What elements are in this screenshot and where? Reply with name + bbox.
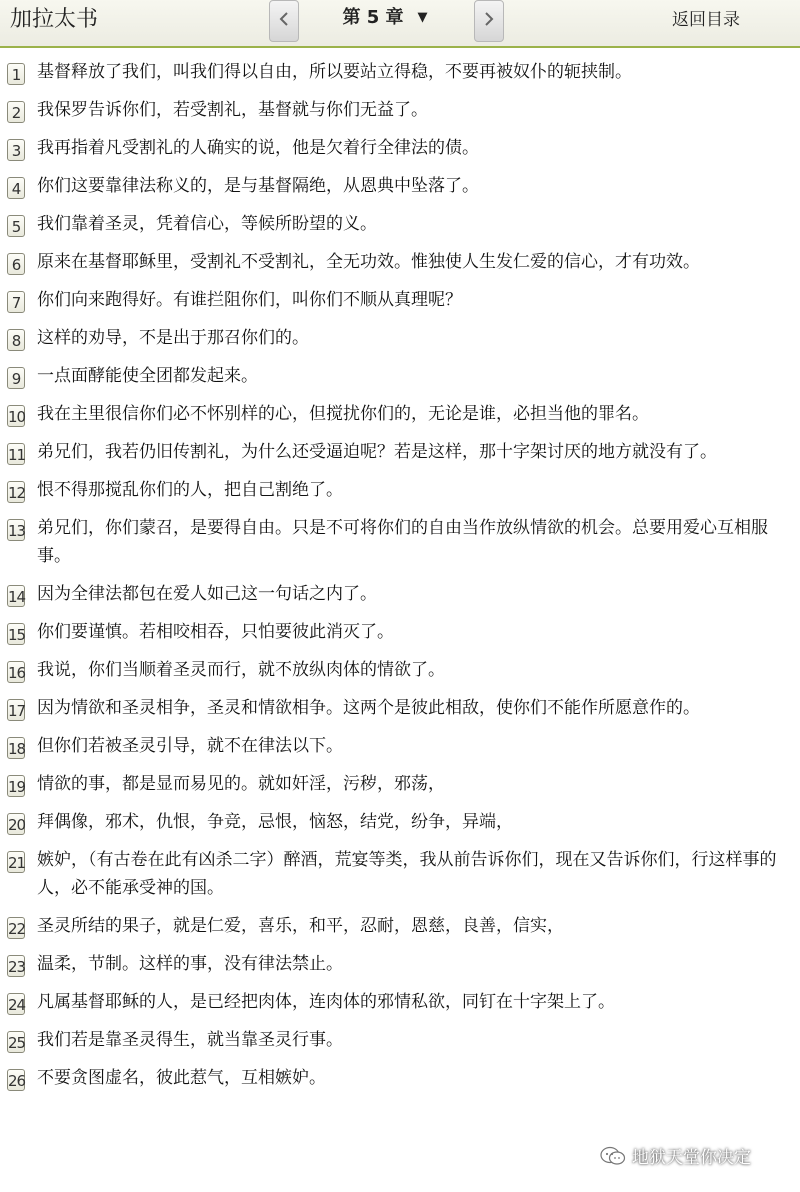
verse-row — [0, 912, 800, 940]
chapter-label: 第 5 章 — [342, 7, 404, 28]
verse-row — [0, 514, 800, 570]
verse-row — [0, 324, 800, 352]
verse-row — [0, 1026, 800, 1054]
verse-row — [0, 618, 800, 646]
verse-number-badge[interactable]: 9 — [7, 367, 25, 389]
verse-text: 你们这要靠律法称义的，是与基督隔绝，从恩典中坠落了。 — [37, 176, 479, 196]
verse-text: 一点面酵能使全团都发起来。 — [37, 366, 258, 386]
verse-number-badge[interactable]: 26 — [7, 1069, 25, 1091]
watermark — [600, 1144, 751, 1172]
verse-row — [0, 400, 800, 428]
chevron-right-icon — [484, 12, 494, 26]
wechat-icon — [600, 1146, 626, 1166]
verse-number-badge[interactable]: 23 — [7, 955, 25, 977]
top-navigation-bar — [0, 0, 800, 48]
verse-number-badge[interactable]: 18 — [7, 737, 25, 759]
watermark-text: 地狱天堂你决定 — [632, 1148, 751, 1168]
verse-text: 拜偶像，邪术，仇恨，争竞，忌恨，恼怒，结党，纷争，异端， — [37, 812, 513, 832]
verse-number-badge[interactable]: 7 — [7, 291, 25, 313]
verse-number-badge[interactable]: 22 — [7, 917, 25, 939]
verse-number-badge[interactable]: 13 — [7, 519, 25, 541]
verse-number-badge[interactable]: 25 — [7, 1031, 25, 1053]
verse-text: 我保罗告诉你们，若受割礼，基督就与你们无益了。 — [37, 100, 428, 120]
verse-row — [0, 210, 800, 238]
back-to-contents-link[interactable]: 返回目录 — [672, 10, 740, 30]
verse-number-badge[interactable]: 6 — [7, 253, 25, 275]
verse-row — [0, 808, 800, 836]
verse-number-badge[interactable]: 12 — [7, 481, 25, 503]
verse-number-badge[interactable]: 20 — [7, 813, 25, 835]
verse-row — [0, 286, 800, 314]
verse-row — [0, 362, 800, 390]
verse-text: 这样的劝导，不是出于那召你们的。 — [37, 328, 309, 348]
verse-number-badge[interactable]: 24 — [7, 993, 25, 1015]
verse-text: 因为情欲和圣灵相争，圣灵和情欲相争。这两个是彼此相敌，使你们不能作所愿意作的。 — [37, 698, 700, 718]
verse-number-badge[interactable]: 15 — [7, 623, 25, 645]
verse-text: 原来在基督耶稣里，受割礼不受割礼，全无功效。惟独使人生发仁爱的信心，才有功效。 — [37, 252, 700, 272]
verse-text: 恨不得那搅乱你们的人，把自己割绝了。 — [37, 480, 343, 500]
verse-row — [0, 656, 800, 684]
next-chapter-button[interactable] — [474, 0, 504, 42]
verse-list — [0, 58, 800, 1102]
verse-row — [0, 134, 800, 162]
verse-number-badge[interactable]: 10 — [7, 405, 25, 427]
chevron-down-icon: ▼ — [417, 10, 428, 25]
verse-text: 圣灵所结的果子，就是仁爱，喜乐，和平，忍耐，恩慈，良善，信实， — [37, 916, 564, 936]
verse-number-badge[interactable]: 17 — [7, 699, 25, 721]
verse-text: 不要贪图虚名，彼此惹气，互相嫉妒。 — [37, 1068, 326, 1088]
verse-number-badge[interactable]: 1 — [7, 63, 25, 85]
verse-number-badge[interactable]: 8 — [7, 329, 25, 351]
verse-number-badge[interactable]: 4 — [7, 177, 25, 199]
verse-text: 弟兄们，你们蒙召，是要得自由。只是不可将你们的自由当作放纵情欲的机会。总要用爱心互相服事。 — [37, 518, 768, 566]
verse-text: 我们若是靠圣灵得生，就当靠圣灵行事。 — [37, 1030, 343, 1050]
verse-row — [0, 770, 800, 798]
verse-text: 基督释放了我们，叫我们得以自由，所以要站立得稳，不要再被奴仆的轭挟制。 — [37, 62, 632, 82]
verse-number-badge[interactable]: 14 — [7, 585, 25, 607]
verse-text: 弟兄们，我若仍旧传割礼，为什么还受逼迫呢？若是这样，那十字架讨厌的地方就没有了。 — [37, 442, 717, 462]
verse-number-badge[interactable]: 19 — [7, 775, 25, 797]
verse-row — [0, 846, 800, 902]
book-title: 加拉太书 — [10, 7, 99, 32]
verse-text: 嫉妒，（有古卷在此有凶杀二字）醉酒，荒宴等类，我从前告诉你们，现在又告诉你们，行这样事的人，必不能承受神的国。 — [37, 850, 777, 898]
verse-row — [0, 580, 800, 608]
verse-row — [0, 172, 800, 200]
verse-text: 你们向来跑得好。有谁拦阻你们，叫你们不顺从真理呢？ — [37, 290, 462, 310]
verse-row — [0, 950, 800, 978]
verse-row — [0, 694, 800, 722]
verse-text: 情欲的事，都是显而易见的。就如奸淫，污秽，邪荡， — [37, 774, 445, 794]
previous-chapter-button[interactable] — [269, 0, 299, 42]
verse-text: 我们靠着圣灵，凭着信心，等候所盼望的义。 — [37, 214, 377, 234]
verse-number-badge[interactable]: 21 — [7, 851, 25, 873]
verse-row — [0, 1064, 800, 1092]
verse-text: 我再指着凡受割礼的人确实的说，他是欠着行全律法的债。 — [37, 138, 479, 158]
chevron-left-icon — [279, 12, 289, 26]
verse-row — [0, 96, 800, 124]
verse-row — [0, 438, 800, 466]
verse-text: 我说，你们当顺着圣灵而行，就不放纵肉体的情欲了。 — [37, 660, 445, 680]
verse-row — [0, 248, 800, 276]
verse-row — [0, 732, 800, 760]
verse-number-badge[interactable]: 2 — [7, 101, 25, 123]
verse-text: 我在主里很信你们必不怀别样的心，但搅扰你们的，无论是谁，必担当他的罪名。 — [37, 404, 649, 424]
verse-text: 你们要谨慎。若相咬相吞，只怕要彼此消灭了。 — [37, 622, 394, 642]
verse-text: 凡属基督耶稣的人，是已经把肉体，连肉体的邪情私欲，同钉在十字架上了。 — [37, 992, 615, 1012]
verse-text: 因为全律法都包在爱人如己这一句话之内了。 — [37, 584, 377, 604]
verse-row — [0, 476, 800, 504]
chapter-select[interactable] — [300, 0, 470, 40]
verse-number-badge[interactable]: 11 — [7, 443, 25, 465]
verse-text: 温柔，节制。这样的事，没有律法禁止。 — [37, 954, 343, 974]
verse-row — [0, 58, 800, 86]
verse-number-badge[interactable]: 16 — [7, 661, 25, 683]
verse-row — [0, 988, 800, 1016]
verse-number-badge[interactable]: 5 — [7, 215, 25, 237]
verse-text: 但你们若被圣灵引导，就不在律法以下。 — [37, 736, 343, 756]
verse-number-badge[interactable]: 3 — [7, 139, 25, 161]
